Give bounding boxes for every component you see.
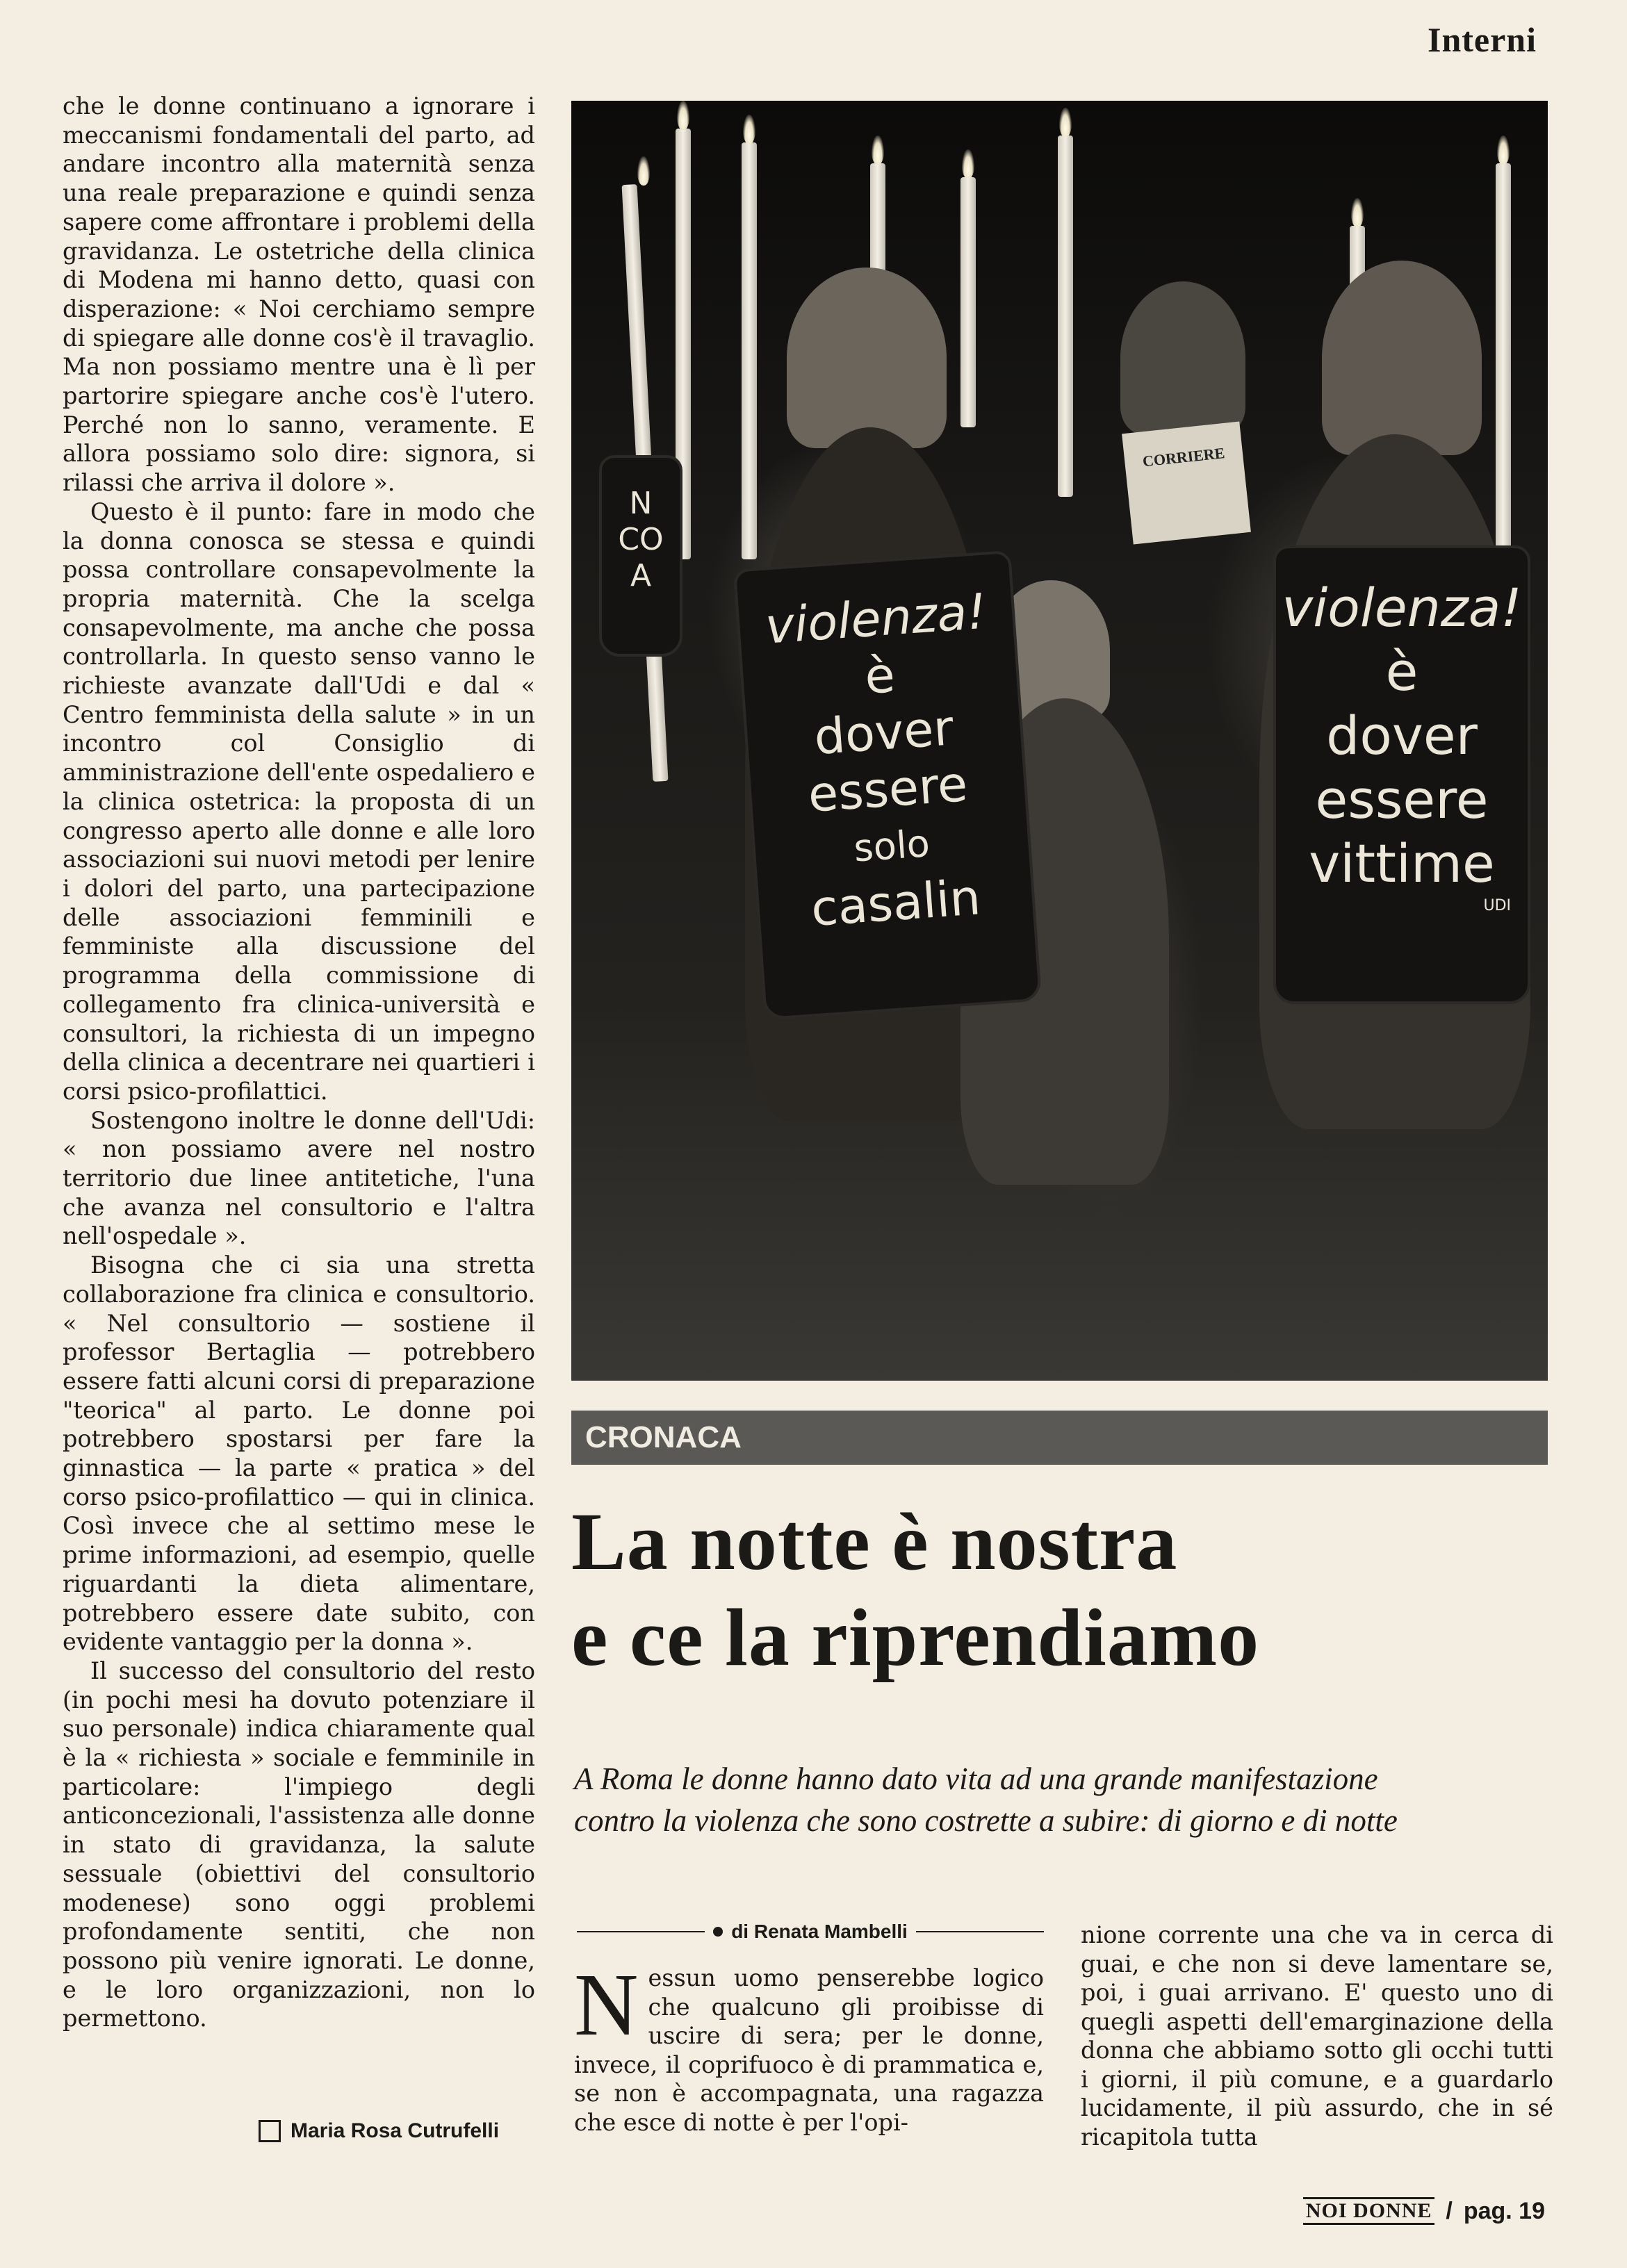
left-column [63,92,535,2033]
byline-text: di Renata Mambelli [731,1921,908,1942]
paragraph: Questo è il punto: fare in modo che la donna conosca se stessa e quindi possa controllare consapevolmente la propria maternità. Che la scelga consapevolmente, ma anche che possa controllarla. In questo senso vanno le richieste avanzate dall'Udi e dal « Centro femminista della salute » in un incontro col Consiglio di amministrazione dell'ente ospedaliero e la clinica ostetrica: la proposta di un congresso aperto alle donne e alle loro associazioni sui nuovi metodi per lenire i dolori del parto, una partecipazione delle associazioni femminili e femministe alla discussione del programma della commissione di collegamento fra clinica-università e consultori, la richiesta di un impegno della clinica a decentrare nei quartieri i corsi psico-profilattici. [63,498,535,1105]
flame-icon [1059,108,1072,137]
sign-text: essere [806,755,970,823]
rule-divider [916,1931,1044,1932]
protester-head [787,268,947,448]
author-name: Maria Rosa Cutrufelli [291,2119,500,2142]
title-line: La notte è nostra [571,1496,1178,1587]
protester-head [1322,261,1482,455]
article-column-2 [1081,1921,1553,2151]
sign-text: solo [852,821,931,871]
article-title [571,1494,1558,1686]
category-bar: CRONACA [571,1411,1548,1465]
page-footer [1303,2197,1545,2225]
section-label: Interni [1428,20,1537,59]
article-subtitle: A Roma le donne hanno dato vita ad una grande manifestazione contro la violenza che sono costrette a subire: di giorno e di notte [574,1761,1398,1838]
paragraph: essun uomo penserebbe logico che qualcuno gli proibisse di uscire di sera; per le donne, invece, il coprifuoco è di prammatica e, se non è accompagnata, una ragazza che esce di notte è per l'opi- [574,1964,1044,2136]
flame-icon [1497,135,1510,165]
sign-text: A [630,558,652,593]
protester-head [1120,281,1245,434]
protest-sign-back [599,455,682,657]
sign-text: CO [618,522,664,557]
torch [742,142,757,559]
flame-icon [962,149,974,179]
title-line: e ce la riprendiamo [571,1592,1260,1683]
sign-text: vittime [1309,832,1495,894]
sign-text: è [1385,641,1418,702]
bullet-icon [713,1927,723,1937]
flame-icon [677,101,689,130]
sign-text: N [629,486,653,521]
sign-text: casalin [809,869,983,937]
torch [960,177,976,427]
torch [1058,135,1073,497]
sign-text: violenza! [763,582,988,655]
magazine-logo: NOI DONNE [1303,2197,1435,2225]
paragraph: nione corrente una che va in cerca di guai, e che non si deve lamentare se, poi, i guai arrivano. E' questo uno di quegli aspetti dell'emarginazione della donna che abbiamo sotto gli occhi tutti i giorni, il più comune, e a guardarlo lucidamente, il più assurdo, che in sé ricapitola tutta [1081,1921,1553,2151]
sign-text: essere [1315,769,1489,830]
sign-text: dover [1326,705,1478,766]
author-signature [259,2119,537,2143]
footer-separator: / [1446,2197,1453,2224]
newspaper: CORRIERE [1122,422,1251,545]
protest-photo [571,101,1548,1381]
sign-text: violenza! [1282,577,1522,639]
paragraph: che le donne continuano a ignorare i meccanismi fondamentali del parto, ad andare incontro alla maternità senza una reale preparazione e quindi senza sapere come affrontare i problemi della gravidanza. Le ostetriche della clinica di Modena mi hanno detto, quasi con disperazione: « Noi cerchiamo sempre di spiegare alle donne cos'è il travaglio. Ma non possiamo mentre una è lì per partorire spiegare anche cos'è l'utero. Perché non lo sanno, veramente. E allora possiamo solo dire: signora, si rilassi che arriva il dolore ». [63,92,535,497]
paragraph: Bisogna che ci sia una stretta collaborazione fra clinica e consultorio. « Nel consultorio — sostiene il professor Bertaglia — potrebbero essere fatti alcuni corsi di preparazione "teorica" al parto. Le donne poi potrebbero spostarsi per fare la ginnastica — la parte « pratica » del corso psico-profilattico — qui in clinica. Così invece che al settimo mese le prime informazioni, ad esempio, quelle riguardanti la dieta alimentare, potrebbero essere date subito, con evidente vantaggio per la donna ». [63,1251,535,1656]
protest-sign-right [1273,545,1530,1004]
page-number: pag. 19 [1463,2197,1545,2224]
flame-icon [743,115,755,144]
flame-icon [1351,198,1364,227]
rule-divider [577,1931,705,1932]
sign-mark: UDI [1483,897,1511,914]
article-column-1 [574,1955,1044,2137]
paragraph: Il successo del consultorio del resto (in pochi mesi ha dovuto potenziare il suo personale) indica chiaramente qual è la « richiesta » sociale e femminile in particolare: l'impiego degli anticoncezionali, l'assistenza alle donne in stato di gravidanza, la salute sessuale (obiettivi del consultorio modenese) sono oggi problemi profondamente sentiti, che non possono più venire ignorati. Le donne, e le loro organizzazioni, non lo permettono. [63,1657,535,2032]
flame-icon [637,156,650,186]
square-icon [259,2120,281,2142]
sign-text: dover [812,699,956,766]
byline [577,1921,1044,1943]
flame-icon [872,135,884,165]
drop-cap: N [574,1955,639,2054]
protest-sign-left [733,550,1042,1020]
paragraph: Sostengono inoltre le donne dell'Udi: « non possiamo avere nel nostro territorio due linee antitetiche, l'una che avanza nel consultorio e l'altra nell'ospedale ». [63,1106,535,1250]
sign-text: è [862,646,897,705]
